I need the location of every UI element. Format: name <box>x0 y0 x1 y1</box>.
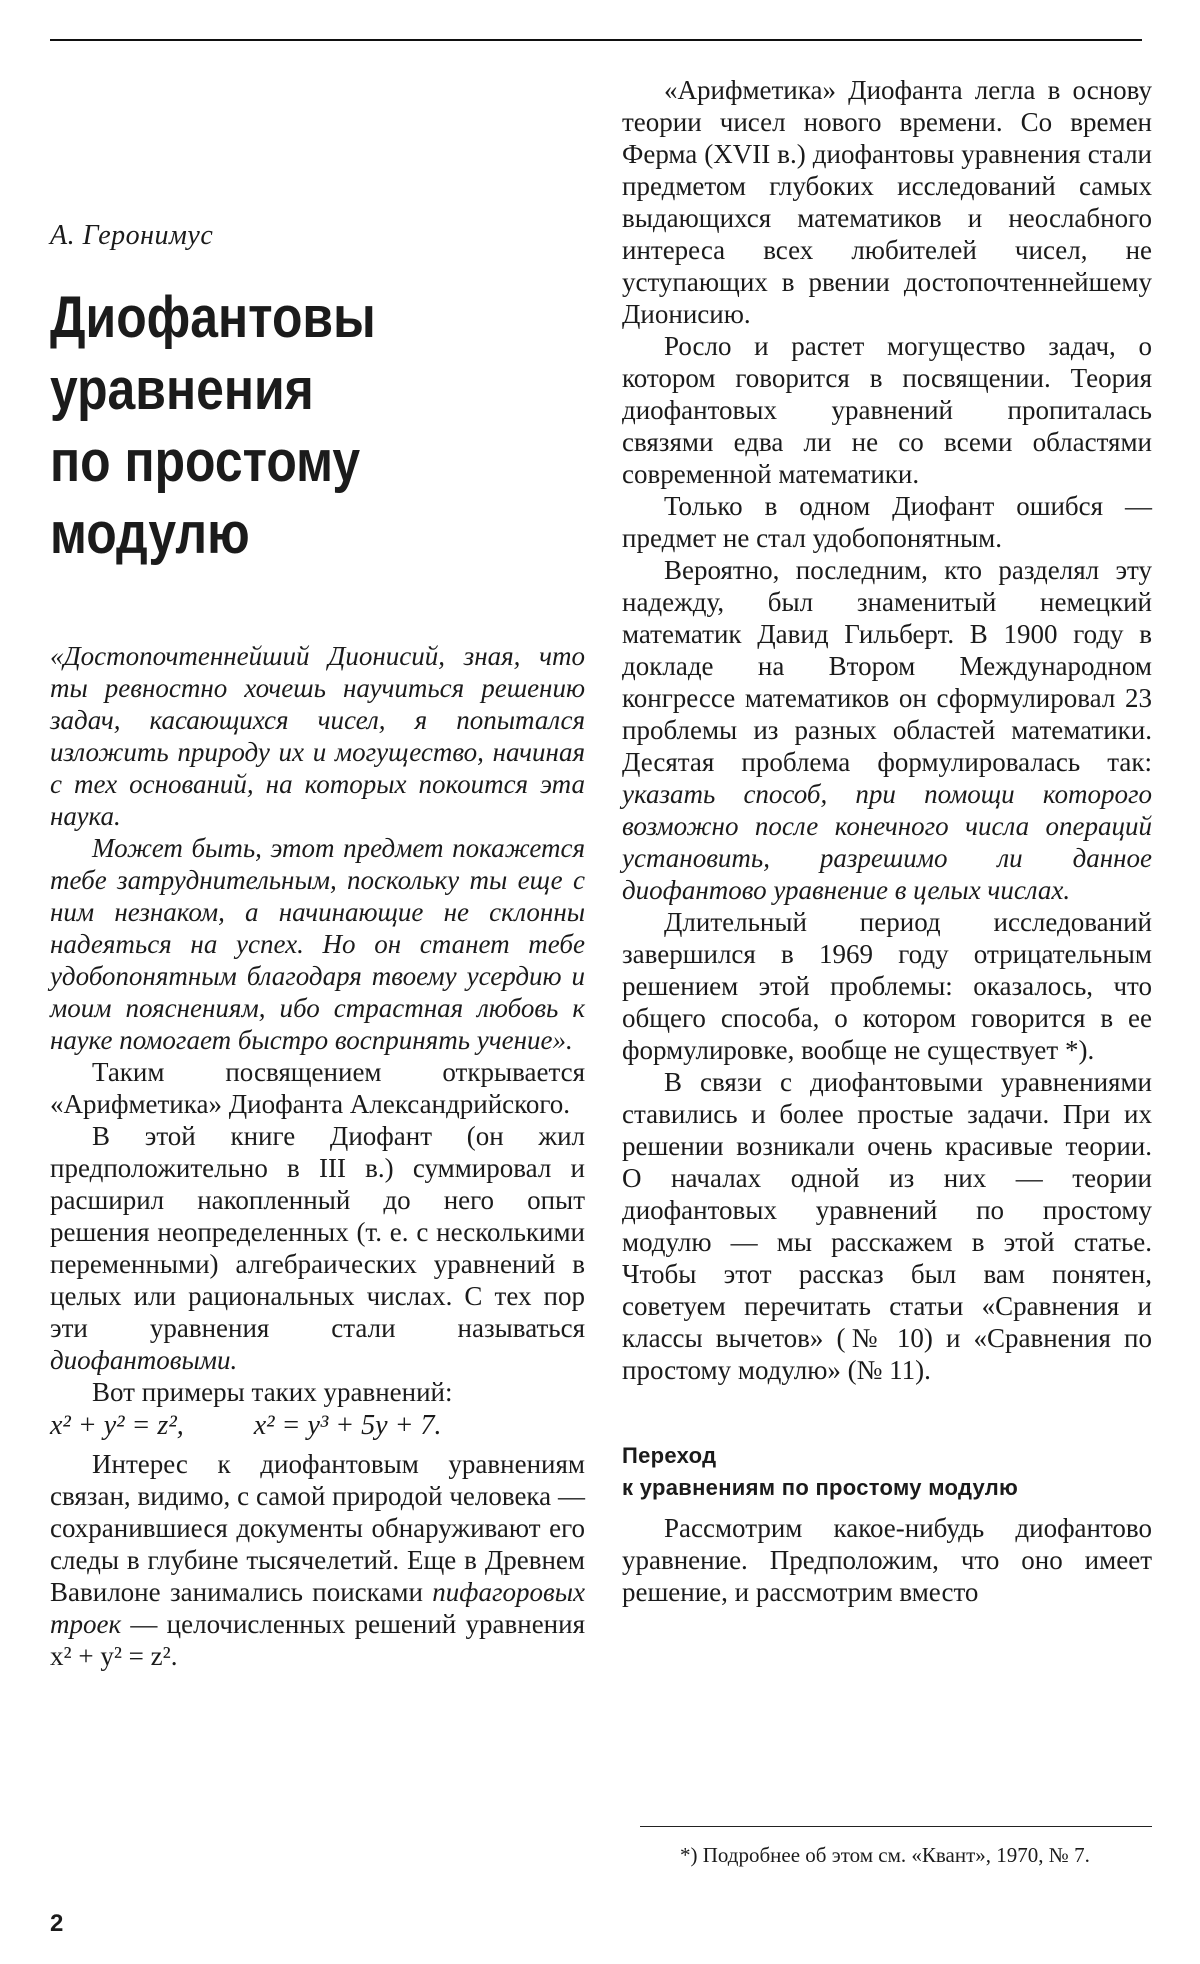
top-rule <box>50 39 1142 41</box>
section-heading <box>622 1440 1152 1504</box>
right-paragraph-1: «Арифметика» Диофанта легла в основу теории чисел нового времени. Со времен Ферма (XVII в.) диофантовы уравнения стали предметом глубоких исследований самых выдающихся математиков и неослабного интереса всех любителей чисел, не уступающих в рвении достопочтеннейшему Дионисию. <box>622 75 1152 329</box>
right-paragraph-5: Длительный период исследований завершился в 1969 году отрицательным решением этой проблемы: оказалось, что общего способа, о котором говорится в ее формулировке, вообще не существует *). <box>622 907 1152 1065</box>
right-column <box>622 74 1152 1608</box>
diophantine-term: диофантовыми. <box>50 1345 238 1375</box>
right-paragraph-2: Росло и растет могущество задач, о котором говорится в посвящении. Теория диофантовых уравнений пропиталась связями едва ли не со всеми областями современной математики. <box>622 331 1152 489</box>
page-number: 2 <box>50 1910 64 1937</box>
left-paragraph-3: Вот примеры таких уравнений: <box>92 1377 453 1407</box>
epigraph-paragraph-2: Может быть, этот предмет покажется тебе затруднительным, поскольку ты еще с ним незнаком, а начинающие не склонны надеяться на успех. Но он станет тебе удобопонятным благодаря твоему усердию и моим пояснениям, ибо страстная любовь к науке помогает быстро воспринять учение». <box>50 833 585 1055</box>
left-paragraph-2-text: В этой книге Диофант (он жил предположительно в III в.) суммировал и расширил накопленный до него опыт решения неопределенных (т. е. с несколькими переменными) алгебраических уравнений в целых или рациональных числах. С тех пор эти уравнения стали называться <box>50 1121 585 1343</box>
left-paragraph-4-text: Интерес к диофантовым уравнениям связан, видимо, с самой природой человека — сохранившиеся документы обнаруживают его следы в глубине тысячелетий. Еще в Древнем Вавилоне занимались поисками <box>50 1449 585 1607</box>
formula-1: x² + y² = z², <box>50 1410 184 1441</box>
formula-2: x² = y³ + 5y + 7. <box>253 1410 442 1441</box>
right-paragraph-7: Рассмотрим какое-нибудь диофантово уравнение. Предположим, что оно имеет решение, и рассмотрим вместо <box>622 1513 1152 1607</box>
hilbert-tenth-problem: указать способ, при помощи которого возможно после конечного числа операций установить, разрешимо ли данное диофантово уравнение в целых числах. <box>622 779 1152 905</box>
footnote: *) Подробнее об этом см. «Квант», 1970, № 7. <box>680 1843 1090 1867</box>
section-heading-line-2: к уравнениям по простому модулю <box>622 1475 1019 1500</box>
section-heading-line-1: Переход <box>622 1443 717 1468</box>
epigraph-paragraph-1: «Достопочтеннейший Дионисий, зная, что ты ревностно хочешь научиться решению задач, касающихся чисел, я попытался изложить природу их и могущество, начиная с тех оснований, на которых покоится эта наука. <box>50 641 585 831</box>
title-line-1: Диофантовы <box>50 285 376 350</box>
title-line-2: уравнения <box>50 357 314 422</box>
right-paragraph-4-text: Вероятно, последним, кто разделял эту надежду, был знаменитый немецкий математик Давид Гильберт. В 1900 году в докладе на Втором Международном конгрессе математиков он сформулировал 23 проблемы из разных областей математики. Десятая проблема формулировалась так: <box>622 555 1152 777</box>
footnote-rule <box>640 1826 1152 1827</box>
left-paragraph-4-end: — целочисленных решений уравнения x² + y² = z². <box>50 1609 585 1671</box>
title-line-4: модулю <box>50 501 250 566</box>
left-paragraph-2 <box>50 1120 585 1376</box>
left-paragraph-1: Таким посвящением открывается «Арифметика» Диофанта Александрийского. <box>50 1057 585 1119</box>
pythagorean-triples-term: пифагоровых троек <box>50 1577 585 1639</box>
author-name: А. Геронимус <box>50 220 214 251</box>
example-formulas <box>50 1410 585 1442</box>
right-paragraph-3: Только в одном Диофант ошибся — предмет не стал удобопонятным. <box>622 491 1152 553</box>
right-paragraph-6: В связи с диофантовыми уравнениями ставились и более простые задачи. При их решении возникали очень красивые теории. О началах одной из них — теории диофантовых уравнений по простому модулю — мы расскажем в этой статье. Чтобы этот рассказ был вам понятен, советуем перечитать статьи «Сравнения и классы вычетов» (№ 10) и «Сравнения по простому модулю» (№ 11). <box>622 1067 1152 1385</box>
right-paragraph-4 <box>622 554 1152 906</box>
left-paragraph-4 <box>50 1448 585 1672</box>
article-title <box>50 282 566 570</box>
left-column <box>50 220 585 1672</box>
title-line-3: по простому <box>50 429 361 494</box>
